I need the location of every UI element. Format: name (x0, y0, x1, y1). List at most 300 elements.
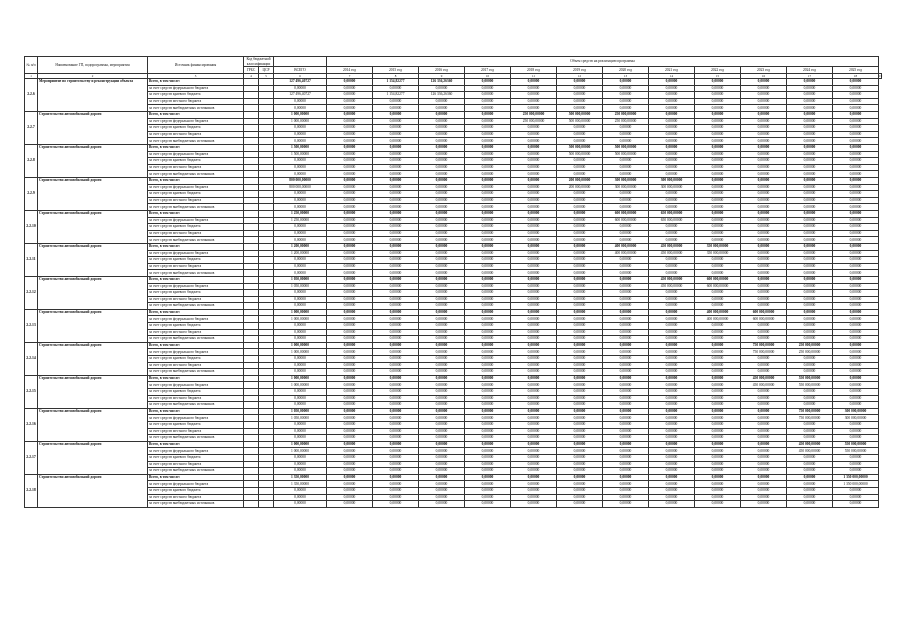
year-cell: 0,00000 (649, 263, 695, 270)
total-cell: 0,00000 (274, 494, 327, 501)
year-cell: 0,00000 (787, 276, 833, 283)
year-cell: 126 336,26360 (419, 79, 465, 86)
year-cell: 0,00000 (511, 316, 557, 323)
csr-cell (259, 79, 274, 86)
year-cell: 0,00000 (649, 118, 695, 125)
year-cell: 0,00000 (373, 283, 419, 290)
year-cell: 0,00000 (649, 112, 695, 119)
header-year: 2023 год (741, 67, 787, 74)
year-cell: 0,00000 (557, 421, 603, 428)
header-total-group (274, 57, 327, 67)
funding-source: Всего, в том числе: (148, 276, 244, 283)
year-cell: 0,00000 (373, 164, 419, 171)
year-cell: 0,00000 (695, 191, 741, 198)
year-cell: 0,00000 (557, 369, 603, 376)
year-cell: 0,00000 (787, 474, 833, 481)
year-cell: 1 350 000,00000 (833, 481, 879, 488)
year-cell: 0,00000 (695, 270, 741, 277)
year-cell: 0,00000 (695, 494, 741, 501)
measure-name: Строительство автомобильной дороги (38, 210, 148, 243)
year-cell: 0,00000 (787, 184, 833, 191)
year-cell: 0,00000 (833, 303, 879, 310)
total-cell: 0,00000 (274, 158, 327, 165)
total-cell: 0,00000 (274, 204, 327, 211)
year-cell: 0,00000 (373, 230, 419, 237)
total-cell: 0,00000 (274, 270, 327, 277)
grbs-cell (244, 468, 259, 475)
grbs-cell (244, 191, 259, 198)
column-number: 12 (557, 73, 603, 79)
year-cell: 0,00000 (327, 323, 373, 330)
year-cell: 0,00000 (511, 474, 557, 481)
year-cell: 0,00000 (557, 243, 603, 250)
year-cell: 0,00000 (419, 402, 465, 409)
year-cell: 0,00000 (511, 369, 557, 376)
year-cell: 0,00000 (787, 421, 833, 428)
column-number: 11 (511, 73, 557, 79)
year-cell: 0,00000 (465, 197, 511, 204)
year-cell: 0,00000 (787, 98, 833, 105)
year-cell: 0,00000 (465, 382, 511, 389)
year-cell: 0,00000 (695, 408, 741, 415)
header-year: 2017 год (465, 67, 511, 74)
table-row (25, 382, 882, 389)
year-cell: 0,00000 (741, 494, 787, 501)
year-cell: 0,00000 (603, 79, 649, 86)
year-cell: 0,00000 (787, 487, 833, 494)
year-cell: 0,00000 (373, 481, 419, 488)
year-cell: 0,00000 (373, 145, 419, 152)
year-cell: 0,00000 (603, 296, 649, 303)
year-cell: 0,00000 (695, 356, 741, 363)
year-cell: 0,00000 (373, 191, 419, 198)
year-cell: 0,00000 (419, 421, 465, 428)
year-cell: 0,00000 (787, 303, 833, 310)
year-cell: 0,00000 (695, 92, 741, 99)
grbs-cell (244, 230, 259, 237)
year-cell: 0,00000 (465, 501, 511, 508)
total-cell: 1 250,00000 (274, 210, 327, 217)
year-cell: 0,00000 (741, 138, 787, 145)
year-cell: 0,00000 (557, 270, 603, 277)
csr-cell (259, 243, 274, 250)
header-year: 2022 год (695, 67, 741, 74)
year-cell: 0,00000 (557, 230, 603, 237)
year-cell: 0,00000 (557, 316, 603, 323)
total-cell: 1 000,00000 (274, 316, 327, 323)
year-cell: 0,00000 (373, 408, 419, 415)
year-cell: 0,00000 (511, 349, 557, 356)
csr-cell (259, 112, 274, 119)
year-cell: 0,00000 (787, 112, 833, 119)
year-cell: 0,00000 (557, 105, 603, 112)
year-cell: 0,00000 (695, 224, 741, 231)
year-cell: 0,00000 (419, 257, 465, 264)
year-cell: 0,00000 (741, 257, 787, 264)
year-cell: 0,00000 (695, 105, 741, 112)
year-cell: 0,00000 (465, 389, 511, 396)
row-number: 2.2.6 (25, 79, 38, 112)
year-cell: 0,00000 (511, 230, 557, 237)
header-year: 2016 год (419, 67, 465, 74)
year-cell: 0,00000 (649, 336, 695, 343)
year-cell: 0,00000 (833, 224, 879, 231)
year-cell: 0,00000 (787, 454, 833, 461)
year-cell: 0,00000 (787, 263, 833, 270)
year-cell: 0,00000 (649, 171, 695, 178)
year-cell: 0,00000 (465, 184, 511, 191)
year-cell: 0,00000 (787, 250, 833, 257)
year-cell: 0,00000 (741, 323, 787, 330)
year-cell: 0,00000 (557, 402, 603, 409)
year-cell: 0,00000 (649, 389, 695, 396)
year-cell: 0,00000 (649, 237, 695, 244)
funding-source: за счет средств местного бюджета (148, 329, 244, 336)
table-row (25, 125, 882, 132)
year-cell: 0,00000 (419, 369, 465, 376)
year-cell: 0,00000 (695, 217, 741, 224)
year-cell: 0,00000 (603, 329, 649, 336)
year-cell: 0,00000 (327, 441, 373, 448)
header-years-group: Объем средств на реализацию программы (327, 57, 879, 67)
year-cell: 0,00000 (741, 184, 787, 191)
year-cell: 0,00000 (833, 501, 879, 508)
year-cell: 0,00000 (327, 105, 373, 112)
year-cell: 0,00000 (419, 184, 465, 191)
year-cell: 0,00000 (373, 171, 419, 178)
csr-cell (259, 303, 274, 310)
row-number: 2.2.11 (25, 243, 38, 276)
total-cell: 1 000,00000 (274, 448, 327, 455)
funding-source: за счет средств внебюджетных источников (148, 270, 244, 277)
grbs-cell (244, 481, 259, 488)
measure-name: Строительство автомобильной дороги (38, 243, 148, 276)
year-cell: 0,00000 (511, 151, 557, 158)
year-cell: 0,00000 (833, 389, 879, 396)
csr-cell (259, 98, 274, 105)
year-cell: 0,00000 (603, 309, 649, 316)
year-cell: 0,00000 (603, 342, 649, 349)
year-cell: 0,00000 (465, 138, 511, 145)
total-cell: 1 050,00000 (274, 408, 327, 415)
grbs-cell (244, 461, 259, 468)
year-cell: 0,00000 (557, 250, 603, 257)
year-cell: 0,00000 (649, 415, 695, 422)
year-cell: 0,00000 (603, 428, 649, 435)
year-cell: 0,00000 (603, 204, 649, 211)
year-cell: 0,00000 (741, 263, 787, 270)
total-cell: 1 050,00000 (274, 283, 327, 290)
year-cell: 0,00000 (833, 263, 879, 270)
year-cell: 0,00000 (465, 441, 511, 448)
year-cell: 0,00000 (327, 92, 373, 99)
year-cell: 0,00000 (833, 118, 879, 125)
year-cell: 1 154,82277 (373, 79, 419, 86)
year-cell: 300 000,00000 (649, 178, 695, 185)
year-cell: 0,00000 (741, 428, 787, 435)
year-cell: 0,00000 (419, 468, 465, 475)
column-number: 2 (38, 73, 148, 79)
funding-source: за счет средств внебюджетных источников (148, 237, 244, 244)
year-cell: 0,00000 (649, 164, 695, 171)
year-cell: 0,00000 (419, 501, 465, 508)
grbs-cell (244, 435, 259, 442)
year-cell: 0,00000 (741, 118, 787, 125)
year-cell: 0,00000 (419, 105, 465, 112)
year-cell: 0,00000 (465, 263, 511, 270)
year-cell: 0,00000 (557, 448, 603, 455)
year-cell: 0,00000 (557, 494, 603, 501)
year-cell: 0,00000 (833, 349, 879, 356)
year-cell: 0,00000 (741, 210, 787, 217)
year-cell: 0,00000 (695, 151, 741, 158)
year-cell: 0,00000 (649, 501, 695, 508)
year-cell: 0,00000 (511, 257, 557, 264)
year-cell: 0,00000 (695, 85, 741, 92)
total-cell: 0,00000 (274, 329, 327, 336)
year-cell: 0,00000 (833, 79, 879, 86)
year-cell: 0,00000 (833, 487, 879, 494)
header-num: № п/п (25, 57, 38, 74)
grbs-cell (244, 131, 259, 138)
year-cell: 0,00000 (419, 118, 465, 125)
year-cell: 450 000,00000 (741, 382, 787, 389)
year-cell: 0,00000 (373, 178, 419, 185)
year-cell: 0,00000 (327, 421, 373, 428)
funding-source: за счет средств федерального бюджета (148, 217, 244, 224)
year-cell: 0,00000 (327, 415, 373, 422)
year-cell: 0,00000 (511, 92, 557, 99)
year-cell: 400 000,00000 (695, 309, 741, 316)
grbs-cell (244, 184, 259, 191)
year-cell: 0,00000 (465, 178, 511, 185)
total-cell: 1 500,00000 (274, 145, 327, 152)
year-cell: 0,00000 (741, 362, 787, 369)
year-cell: 0,00000 (741, 402, 787, 409)
year-cell: 0,00000 (741, 270, 787, 277)
year-cell: 0,00000 (695, 435, 741, 442)
grbs-cell (244, 145, 259, 152)
year-cell: 0,00000 (603, 369, 649, 376)
year-cell: 500 000,00000 (603, 151, 649, 158)
funding-source: Всего, в том числе: (148, 474, 244, 481)
year-cell: 0,00000 (465, 316, 511, 323)
csr-cell (259, 501, 274, 508)
csr-cell (259, 263, 274, 270)
year-cell: 0,00000 (649, 105, 695, 112)
year-cell: 0,00000 (741, 178, 787, 185)
year-cell: 0,00000 (511, 329, 557, 336)
grbs-cell (244, 105, 259, 112)
year-cell: 0,00000 (465, 92, 511, 99)
table-row (25, 369, 882, 376)
csr-cell (259, 408, 274, 415)
grbs-cell (244, 448, 259, 455)
year-cell: 0,00000 (419, 145, 465, 152)
year-cell: 0,00000 (511, 494, 557, 501)
year-cell: 0,00000 (373, 105, 419, 112)
funding-source: за счет средств краевого бюджета (148, 290, 244, 297)
year-cell: 0,00000 (419, 487, 465, 494)
year-cell: 0,00000 (833, 362, 879, 369)
funding-source: за счет средств федерального бюджета (148, 283, 244, 290)
year-cell: 0,00000 (741, 85, 787, 92)
year-cell: 0,00000 (833, 382, 879, 389)
year-cell: 0,00000 (833, 164, 879, 171)
year-cell: 650 000,00000 (649, 217, 695, 224)
year-cell: 0,00000 (603, 316, 649, 323)
funding-source: за счет средств краевого бюджета (148, 421, 244, 428)
total-cell: 0,00000 (274, 138, 327, 145)
year-cell: 0,00000 (327, 369, 373, 376)
year-cell: 0,00000 (741, 415, 787, 422)
year-cell: 0,00000 (833, 230, 879, 237)
table-row (25, 474, 882, 481)
year-cell: 0,00000 (373, 296, 419, 303)
header-year: 2021 год (649, 67, 695, 74)
year-cell: 0,00000 (419, 283, 465, 290)
csr-cell (259, 421, 274, 428)
grbs-cell (244, 164, 259, 171)
year-cell: 0,00000 (465, 494, 511, 501)
year-cell: 0,00000 (419, 270, 465, 277)
measure-name: Строительство автомобильной дороги (38, 408, 148, 441)
column-number: 14 (649, 73, 695, 79)
year-cell: 750 000,00000 (787, 415, 833, 422)
year-cell: 0,00000 (833, 356, 879, 363)
csr-cell (259, 329, 274, 336)
table-row (25, 224, 882, 231)
column-number: 1 (25, 73, 38, 79)
year-cell: 0,00000 (603, 474, 649, 481)
year-cell: 0,00000 (327, 428, 373, 435)
year-cell: 0,00000 (557, 382, 603, 389)
year-cell: 0,00000 (327, 329, 373, 336)
year-cell: 0,00000 (373, 125, 419, 132)
year-cell: 0,00000 (649, 487, 695, 494)
year-cell: 0,00000 (741, 369, 787, 376)
year-cell: 0,00000 (695, 210, 741, 217)
table-row (25, 191, 882, 198)
year-cell: 0,00000 (833, 494, 879, 501)
total-cell: 0,00000 (274, 402, 327, 409)
year-cell: 0,00000 (833, 145, 879, 152)
year-cell: 0,00000 (649, 441, 695, 448)
year-cell: 0,00000 (419, 276, 465, 283)
total-cell: 0,00000 (274, 369, 327, 376)
year-cell: 0,00000 (373, 356, 419, 363)
year-cell: 0,00000 (511, 79, 557, 86)
year-cell: 0,00000 (557, 171, 603, 178)
year-cell: 0,00000 (373, 257, 419, 264)
year-cell: 0,00000 (557, 164, 603, 171)
table-row (25, 204, 882, 211)
year-cell: 0,00000 (373, 349, 419, 356)
funding-source: Всего, в том числе: (148, 178, 244, 185)
year-cell: 0,00000 (833, 395, 879, 402)
year-cell: 0,00000 (603, 382, 649, 389)
year-cell: 0,00000 (833, 270, 879, 277)
year-cell: 0,00000 (695, 369, 741, 376)
header-total: ВСЕГО (274, 67, 327, 74)
year-cell: 0,00000 (787, 395, 833, 402)
total-cell: 800 000,00000 (274, 184, 327, 191)
column-number: 17 (787, 73, 833, 79)
year-cell: 0,00000 (695, 125, 741, 132)
year-cell: 0,00000 (373, 112, 419, 119)
year-cell: 0,00000 (603, 336, 649, 343)
year-cell: 0,00000 (787, 316, 833, 323)
year-cell: 500 000,00000 (557, 145, 603, 152)
csr-cell (259, 435, 274, 442)
csr-cell (259, 342, 274, 349)
total-cell: 0,00000 (274, 290, 327, 297)
year-cell: 0,00000 (419, 435, 465, 442)
year-cell: 0,00000 (373, 494, 419, 501)
funding-source: за счет средств краевого бюджета (148, 158, 244, 165)
year-cell: 0,00000 (649, 448, 695, 455)
funding-source: за счет средств краевого бюджета (148, 389, 244, 396)
year-cell: 0,00000 (373, 415, 419, 422)
year-cell: 0,00000 (741, 356, 787, 363)
year-cell: 0,00000 (465, 402, 511, 409)
year-cell: 0,00000 (419, 448, 465, 455)
year-cell: 0,00000 (511, 164, 557, 171)
grbs-cell (244, 171, 259, 178)
csr-cell (259, 428, 274, 435)
grbs-cell (244, 237, 259, 244)
year-cell: 0,00000 (373, 342, 419, 349)
csr-cell (259, 369, 274, 376)
year-cell: 0,00000 (833, 243, 879, 250)
csr-cell (259, 217, 274, 224)
year-cell: 0,00000 (833, 283, 879, 290)
year-cell: 0,00000 (419, 224, 465, 231)
year-cell: 0,00000 (465, 290, 511, 297)
year-cell: 0,00000 (465, 145, 511, 152)
year-cell: 0,00000 (327, 296, 373, 303)
year-cell: 0,00000 (695, 329, 741, 336)
year-cell: 0,00000 (695, 421, 741, 428)
year-cell: 0,00000 (419, 428, 465, 435)
year-cell: 250 000,00000 (511, 118, 557, 125)
grbs-cell (244, 79, 259, 86)
year-cell: 0,00000 (833, 369, 879, 376)
funding-source: Всего, в том числе: (148, 243, 244, 250)
year-cell: 0,00000 (511, 184, 557, 191)
year-cell: 0,00000 (511, 217, 557, 224)
year-cell: 0,00000 (695, 158, 741, 165)
year-cell: 0,00000 (649, 369, 695, 376)
year-cell: 0,00000 (557, 290, 603, 297)
year-cell: 0,00000 (557, 79, 603, 86)
year-cell: 0,00000 (327, 151, 373, 158)
total-cell: 0,00000 (274, 461, 327, 468)
year-cell: 0,00000 (741, 283, 787, 290)
funding-source: за счет средств местного бюджета (148, 428, 244, 435)
year-cell: 450 000,00000 (649, 283, 695, 290)
year-cell: 0,00000 (649, 257, 695, 264)
year-cell: 300 000,00000 (649, 184, 695, 191)
year-cell: 0,00000 (373, 138, 419, 145)
year-cell: 0,00000 (557, 474, 603, 481)
measure-name: Строительство автомобильной дороги (38, 178, 148, 211)
year-cell: 0,00000 (833, 316, 879, 323)
year-cell: 0,00000 (787, 92, 833, 99)
year-cell: 0,00000 (787, 164, 833, 171)
year-cell: 0,00000 (787, 323, 833, 330)
year-cell: 0,00000 (557, 85, 603, 92)
